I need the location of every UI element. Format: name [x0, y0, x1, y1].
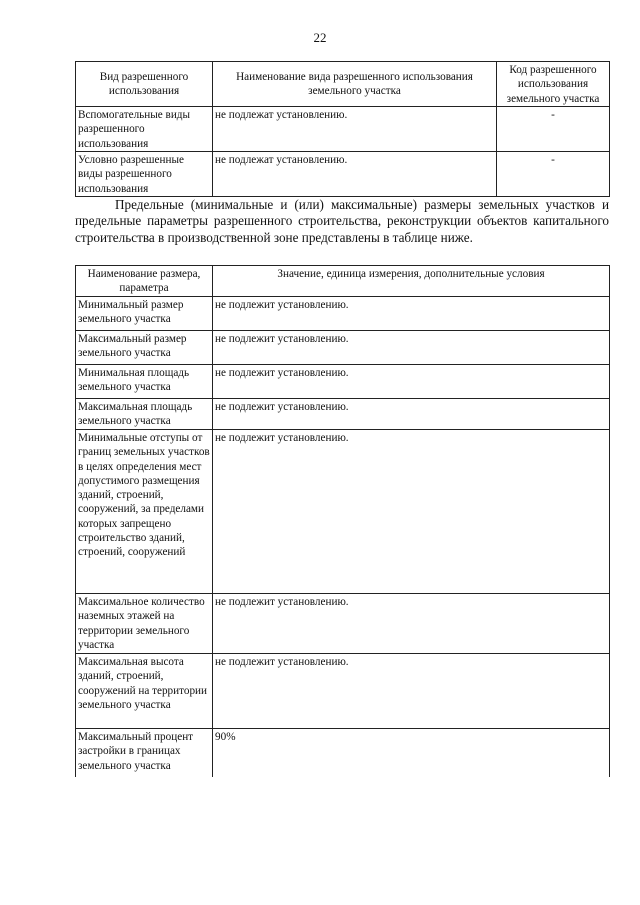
table-row	[76, 430, 610, 594]
use-code-cell: -	[497, 107, 610, 152]
table-row	[76, 399, 610, 430]
parameter-value-cell: не подлежит установлению.	[213, 297, 610, 331]
table-row	[76, 297, 610, 331]
parameter-name-cell: Максимальный размер земельного участка	[76, 331, 213, 365]
parameter-value-cell: не подлежит установлению.	[213, 399, 610, 430]
table-row	[76, 331, 610, 365]
table-row	[76, 152, 610, 197]
header-use-name: Наименование вида разрешенного использования земельного участка	[213, 62, 497, 107]
use-name-cell: не подлежат установлению.	[213, 152, 497, 197]
parameter-name-cell: Максимальное количество наземных этажей на территории земельного участка	[76, 594, 213, 654]
parameter-value-cell: не подлежит установлению.	[213, 430, 610, 594]
page-number: 22	[313, 30, 327, 45]
parameter-value-cell: 90%	[213, 729, 610, 777]
parameter-value-cell: не подлежит установлению.	[213, 594, 610, 654]
parameter-name-cell: Минимальные отступы от границ земельных участков в целях определения мест допустимого размещения зданий, строений, сооружений, за пределами которых запрещено строительство зданий, строений, сооружений	[76, 430, 213, 594]
use-code-cell: -	[497, 152, 610, 197]
use-name-cell: не подлежат установлению.	[213, 107, 497, 152]
table-row	[76, 365, 610, 399]
header-use-type: Вид разрешенного использования	[76, 62, 213, 107]
permitted-use-table	[75, 61, 610, 197]
body-paragraph: Предельные (минимальные и (или) максимальные) размеры земельных участков и предельные параметры разрешенного строительства, реконструкции объектов капитального строительства в производственной зоне представлены в таблице ниже.	[75, 197, 609, 245]
parameter-name-cell: Минимальный размер земельного участка	[76, 297, 213, 331]
table-row	[76, 654, 610, 729]
parameter-value-cell: не подлежит установлению.	[213, 331, 610, 365]
use-type-cell: Условно разрешенные виды разрешенного использования	[76, 152, 213, 197]
table-header-row	[76, 62, 610, 107]
parameter-name-cell: Максимальный процент застройки в границах земельного участка	[76, 729, 213, 777]
header-parameter-name: Наименование размера, параметра	[76, 266, 213, 297]
parameter-value-cell: не подлежит установлению.	[213, 654, 610, 729]
table-row	[76, 594, 610, 654]
table-row	[76, 729, 610, 777]
parameter-name-cell: Минимальная площадь земельного участка	[76, 365, 213, 399]
use-type-cell: Вспомогательные виды разрешенного использования	[76, 107, 213, 152]
table-row	[76, 107, 610, 152]
table-header-row	[76, 266, 610, 297]
header-parameter-value: Значение, единица измерения, дополнительные условия	[213, 266, 610, 297]
parameter-name-cell: Максимальная площадь земельного участка	[76, 399, 213, 430]
parameter-name-cell: Максимальная высота зданий, строений, сооружений на территории земельного участка	[76, 654, 213, 729]
header-use-code: Код разрешенного использования земельного участка	[497, 62, 610, 107]
parameters-table	[75, 265, 610, 777]
parameter-value-cell: не подлежит установлению.	[213, 365, 610, 399]
